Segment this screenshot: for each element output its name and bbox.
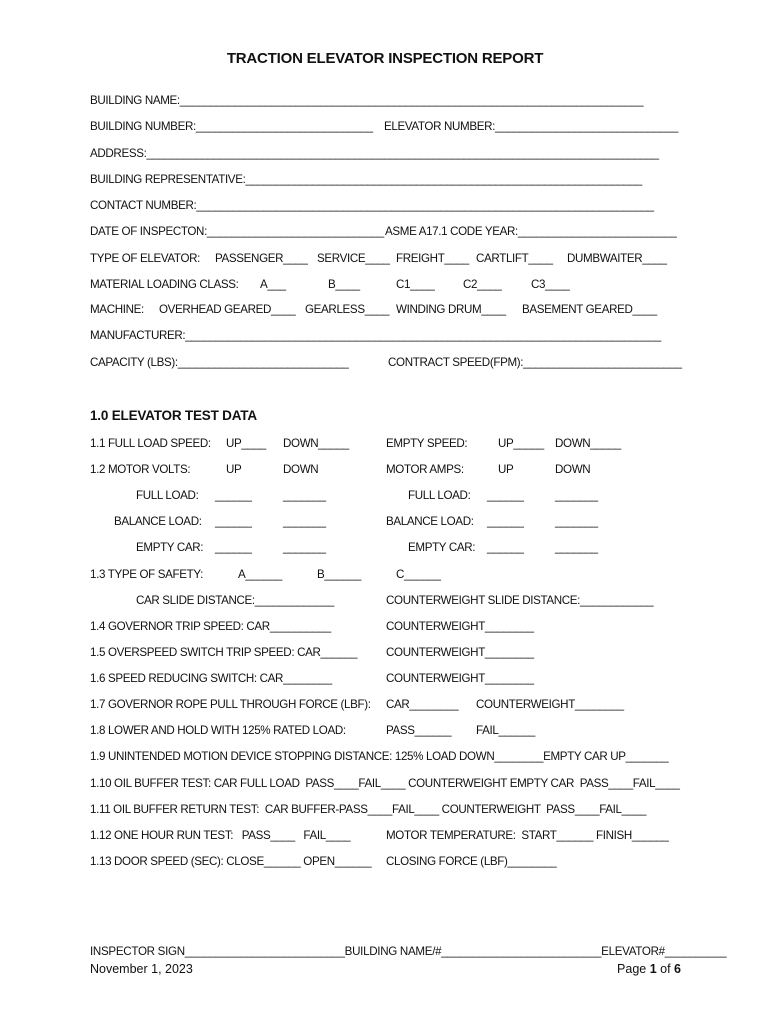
contract-speed-field[interactable]: CONTRACT SPEED(FPM):__________________________	[388, 356, 682, 369]
page-prefix: Page	[617, 962, 650, 976]
safety-type-c-option[interactable]: C______	[396, 568, 441, 581]
test-1-3-label: 1.3 TYPE OF SAFETY:	[90, 568, 203, 581]
type-cartlift-option[interactable]: CARTLIFT____	[476, 252, 553, 265]
elevator-type-label: TYPE OF ELEVATOR:	[90, 252, 201, 265]
lower-hold-fail-field[interactable]: FAIL______	[476, 724, 536, 737]
door-speed-field[interactable]: 1.13 DOOR SPEED (SEC): CLOSE______ OPEN______	[90, 855, 372, 868]
type-passenger-option[interactable]: PASSENGER____	[215, 252, 308, 265]
safety-type-a-option[interactable]: A______	[238, 568, 282, 581]
counterweight-slide-distance-field[interactable]: COUNTERWEIGHT SLIDE DISTANCE:____________	[386, 594, 654, 607]
oil-buffer-test-field[interactable]: 1.10 OIL BUFFER TEST: CAR FULL LOAD PASS____FAIL____ COUNTERWEIGHT EMPTY CAR PASS____FAIL____	[90, 777, 680, 790]
empty-speed-label: EMPTY SPEED:	[386, 437, 468, 450]
manufacturer-field[interactable]: MANUFACTURER:______________________________________________________________________________	[90, 329, 661, 342]
loading-class-label: MATERIAL LOADING CLASS:	[90, 278, 239, 291]
loading-c3-option[interactable]: C3____	[531, 278, 570, 291]
footer-date: November 1, 2023	[90, 962, 193, 976]
amps-full-load-down-field[interactable]: _______	[555, 489, 598, 502]
lower-hold-pass-field[interactable]: PASS______	[386, 724, 452, 737]
amps-balance-load-up-field[interactable]: ______	[487, 515, 524, 528]
amps-full-load-up-field[interactable]: ______	[487, 489, 524, 502]
building-representative-field[interactable]: BUILDING REPRESENTATIVE:_________________________________________________________________	[90, 173, 642, 186]
capacity-field[interactable]: CAPACITY (LBS):____________________________	[90, 356, 349, 369]
overspeed-switch-cwt-field[interactable]: COUNTERWEIGHT________	[386, 646, 534, 659]
loading-c1-option[interactable]: C1____	[396, 278, 435, 291]
page-total: 6	[674, 962, 681, 976]
volts-balance-load-up-field[interactable]: ______	[215, 515, 252, 528]
volts-balance-load-label: BALANCE LOAD:	[114, 515, 202, 528]
closing-force-field[interactable]: CLOSING FORCE (LBF)________	[386, 855, 557, 868]
motor-amps-label: MOTOR AMPS:	[386, 463, 464, 476]
volts-empty-car-up-field[interactable]: ______	[215, 541, 252, 554]
volts-full-load-down-field[interactable]: _______	[283, 489, 326, 502]
inspector-sign-line[interactable]: INSPECTOR SIGN__________________________BUILDING NAME/#__________________________ELEVATOR#__________	[90, 945, 727, 958]
address-field[interactable]: ADDRESS:____________________________________________________________________________________	[90, 147, 659, 160]
code-year-field[interactable]: ASME A17.1 CODE YEAR:__________________________	[385, 225, 677, 238]
test-1-7-label: 1.7 GOVERNOR ROPE PULL THROUGH FORCE (LBF):	[90, 698, 371, 711]
one-hour-run-field[interactable]: 1.12 ONE HOUR RUN TEST: PASS____ FAIL____	[90, 829, 351, 842]
machine-label: MACHINE:	[90, 303, 144, 316]
volts-full-load-label: FULL LOAD:	[136, 489, 199, 502]
date-of-inspection-field[interactable]: DATE OF INSPECTON:_____________________________	[90, 225, 384, 238]
motor-temperature-field[interactable]: MOTOR TEMPERATURE: START______ FINISH______	[386, 829, 669, 842]
full-load-speed-down-field[interactable]: DOWN_____	[283, 437, 349, 450]
volts-empty-car-label: EMPTY CAR:	[136, 541, 204, 554]
contact-number-field[interactable]: CONTACT NUMBER:___________________________________________________________________________	[90, 199, 654, 212]
test-1-2-label: 1.2 MOTOR VOLTS:	[90, 463, 191, 476]
amps-empty-car-down-field[interactable]: _______	[555, 541, 598, 554]
governor-trip-speed-car-field[interactable]: 1.4 GOVERNOR TRIP SPEED: CAR__________	[90, 620, 331, 633]
machine-winding-option[interactable]: WINDING DRUM____	[396, 303, 506, 316]
test-1-8-label: 1.8 LOWER AND HOLD WITH 125% RATED LOAD:	[90, 724, 346, 737]
amps-empty-car-label: EMPTY CAR:	[408, 541, 476, 554]
volts-empty-car-down-field[interactable]: _______	[283, 541, 326, 554]
amps-balance-load-label: BALANCE LOAD:	[386, 515, 474, 528]
building-name-field[interactable]: BUILDING NAME:____________________________________________________________________________	[90, 94, 644, 107]
page-current: 1	[649, 962, 657, 976]
test-1-1-label: 1.1 FULL LOAD SPEED:	[90, 437, 211, 450]
loading-a-option[interactable]: A___	[260, 278, 286, 291]
oil-buffer-return-field[interactable]: 1.11 OIL BUFFER RETURN TEST: CAR BUFFER-PASS____FAIL____ COUNTERWEIGHT PASS____FAIL____	[90, 803, 647, 816]
overspeed-switch-car-field[interactable]: 1.5 OVERSPEED SWITCH TRIP SPEED: CAR______	[90, 646, 358, 659]
amps-empty-car-up-field[interactable]: ______	[487, 541, 524, 554]
page-of: of	[656, 962, 675, 976]
full-load-speed-up-field[interactable]: UP____	[226, 437, 266, 450]
elevator-number-field[interactable]: ELEVATOR NUMBER:______________________________	[384, 120, 678, 133]
volts-balance-load-down-field[interactable]: _______	[283, 515, 326, 528]
empty-speed-up-field[interactable]: UP_____	[498, 437, 544, 450]
rope-pull-car-field[interactable]: CAR________	[386, 698, 459, 711]
car-slide-distance-field[interactable]: CAR SLIDE DISTANCE:_____________	[136, 594, 335, 607]
machine-basement-option[interactable]: BASEMENT GEARED____	[522, 303, 657, 316]
machine-overhead-option[interactable]: OVERHEAD GEARED____	[159, 303, 296, 316]
volts-full-load-up-field[interactable]: ______	[215, 489, 252, 502]
motor-amps-down-header: DOWN	[555, 463, 591, 476]
amps-full-load-label: FULL LOAD:	[408, 489, 471, 502]
speed-reducing-switch-car-field[interactable]: 1.6 SPEED REDUCING SWITCH: CAR________	[90, 672, 332, 685]
safety-type-b-option[interactable]: B______	[317, 568, 361, 581]
motor-amps-up-header: UP	[498, 463, 514, 476]
empty-speed-down-field[interactable]: DOWN_____	[555, 437, 621, 450]
loading-b-option[interactable]: B____	[328, 278, 360, 291]
page-number	[617, 963, 681, 976]
loading-c2-option[interactable]: C2____	[463, 278, 502, 291]
report-title: TRACTION ELEVATOR INSPECTION REPORT	[226, 50, 544, 67]
governor-trip-speed-cwt-field[interactable]: COUNTERWEIGHT________	[386, 620, 534, 633]
amps-balance-load-down-field[interactable]: _______	[555, 515, 598, 528]
section-heading: 1.0 ELEVATOR TEST DATA	[90, 408, 257, 423]
machine-gearless-option[interactable]: GEARLESS____	[305, 303, 390, 316]
type-dumbwaiter-option[interactable]: DUMBWAITER____	[567, 252, 667, 265]
type-service-option[interactable]: SERVICE____	[317, 252, 390, 265]
speed-reducing-switch-cwt-field[interactable]: COUNTERWEIGHT________	[386, 672, 534, 685]
motor-volts-down-header: DOWN	[283, 463, 319, 476]
type-freight-option[interactable]: FREIGHT____	[396, 252, 469, 265]
unintended-motion-field[interactable]: 1.9 UNINTENDED MOTION DEVICE STOPPING DISTANCE: 125% LOAD DOWN________EMPTY CAR UP_______	[90, 750, 669, 763]
rope-pull-cwt-field[interactable]: COUNTERWEIGHT________	[476, 698, 624, 711]
building-number-field[interactable]: BUILDING NUMBER:_____________________________	[90, 120, 373, 133]
motor-volts-up-header: UP	[226, 463, 242, 476]
